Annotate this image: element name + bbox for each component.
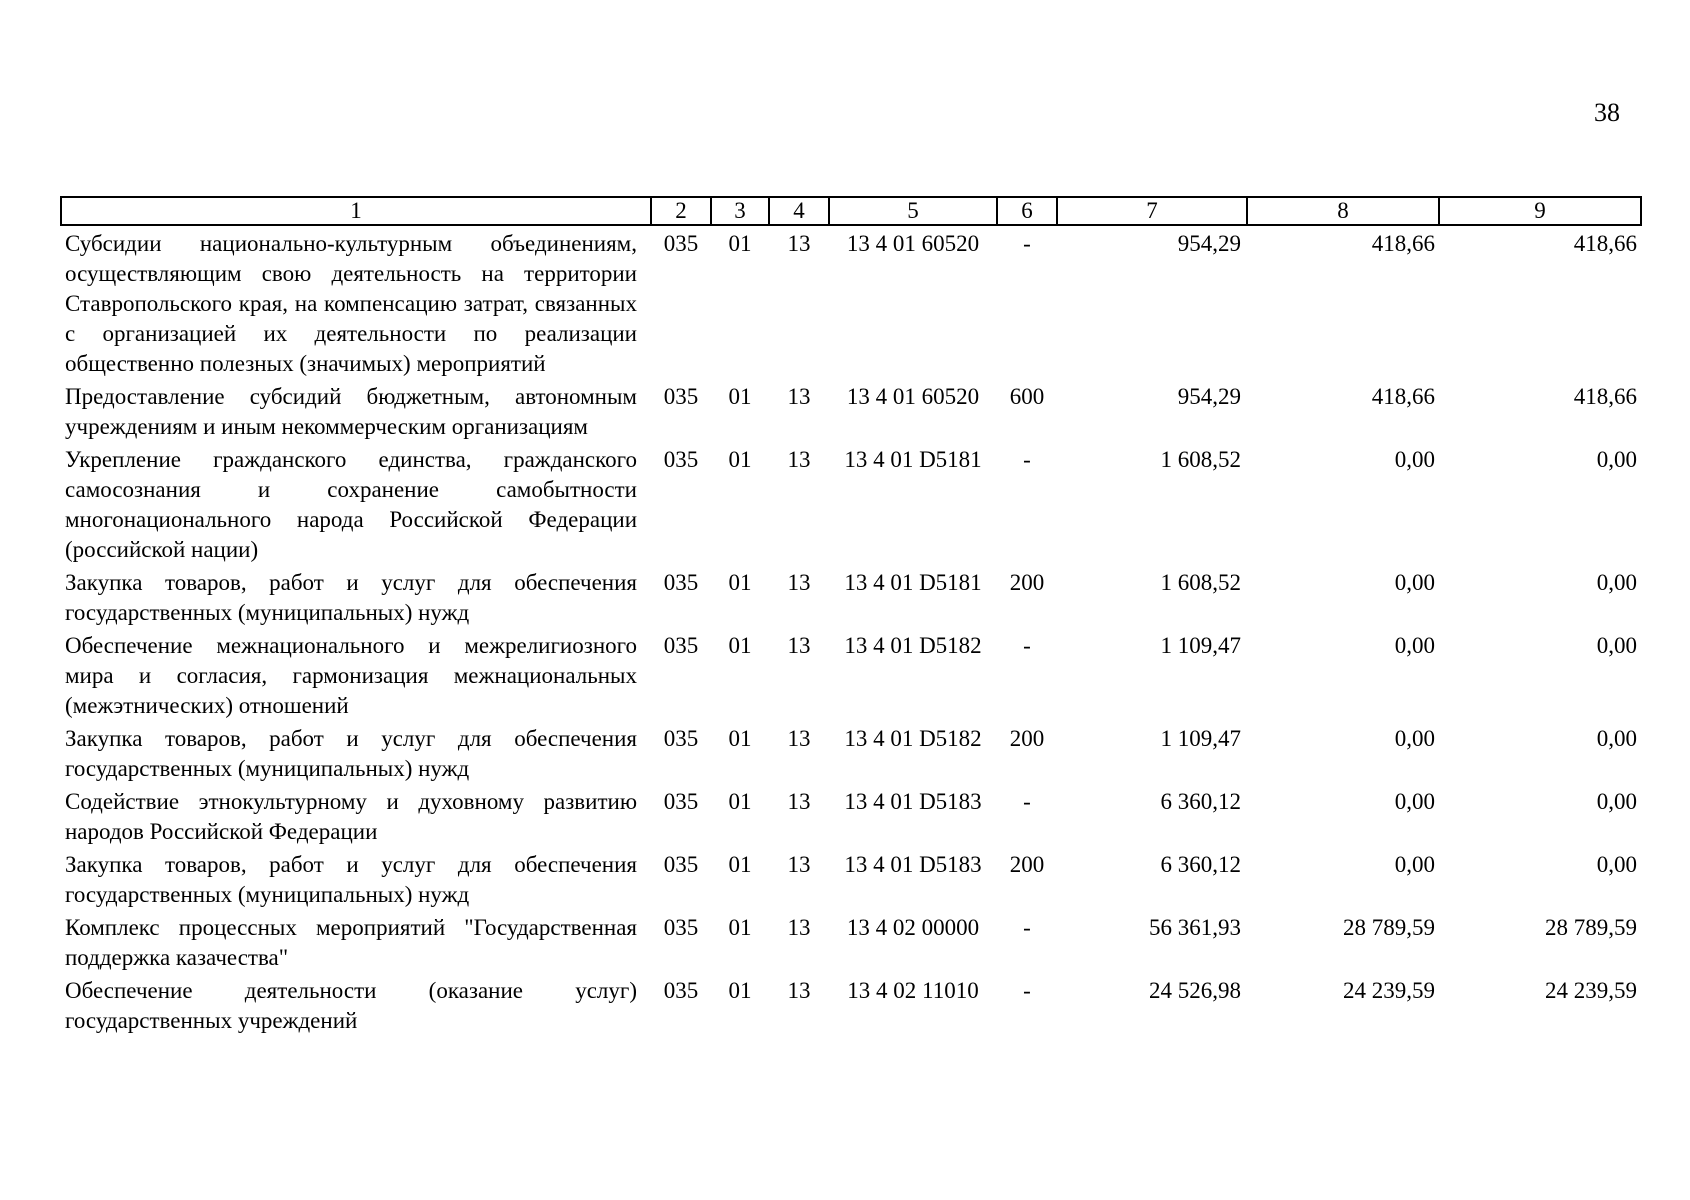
cell-col-4: 13 — [787, 633, 811, 658]
header-row — [61, 197, 1641, 225]
cell-col-4: 13 — [787, 978, 811, 1003]
cell-col-8: 0,00 — [1394, 852, 1435, 877]
cell-col-4: 13 — [787, 447, 811, 472]
cell-col-5: 13 4 01 60520 — [846, 384, 980, 409]
cell-col-2: 035 — [663, 852, 699, 877]
cell-col-5: 13 4 01 D5182 — [844, 726, 982, 751]
column-header: 1 — [61, 197, 651, 225]
cell-col-6: 600 — [1009, 384, 1045, 409]
row-name: Обеспечение межнационального и межрелигиозного мира и согласия, гармонизация межнациональных (межэтнических) отношений — [65, 633, 637, 718]
row-name: Комплекс процессных мероприятий "Государственная поддержка казачества" — [65, 915, 637, 970]
cell-col-5: 13 4 01 D5182 — [844, 633, 982, 658]
cell-col-6: - — [1023, 231, 1031, 256]
cell-col-8: 0,00 — [1394, 726, 1435, 751]
cell-col-3: 01 — [728, 231, 752, 256]
table-row — [61, 784, 1641, 847]
column-header: 8 — [1247, 197, 1439, 225]
cell-col-6: - — [1023, 789, 1031, 814]
cell-col-9: 0,00 — [1596, 570, 1637, 595]
cell-col-9: 0,00 — [1596, 447, 1637, 472]
cell-col-5: 13 4 02 00000 — [846, 915, 980, 940]
cell-col-7: 6 360,12 — [1160, 852, 1241, 877]
table-row — [61, 847, 1641, 910]
cell-col-4: 13 — [787, 789, 811, 814]
column-header: 2 — [651, 197, 711, 225]
cell-col-7: 24 526,98 — [1149, 978, 1241, 1003]
cell-col-7: 1 109,47 — [1160, 726, 1241, 751]
row-name: Предоставление субсидий бюджетным, автономным учреждениям и иным некоммерческим организациям — [65, 384, 637, 439]
cell-col-7: 954,29 — [1177, 231, 1241, 256]
cell-col-5: 13 4 02 11010 — [847, 978, 979, 1003]
cell-col-7: 56 361,93 — [1149, 915, 1241, 940]
cell-col-2: 035 — [663, 633, 699, 658]
cell-col-6: 200 — [1009, 852, 1045, 877]
cell-col-2: 035 — [663, 231, 699, 256]
cell-col-4: 13 — [787, 726, 811, 751]
cell-col-8: 0,00 — [1394, 789, 1435, 814]
cell-col-2: 035 — [663, 447, 699, 472]
cell-col-2: 035 — [663, 384, 699, 409]
cell-col-5: 13 4 01 D5181 — [844, 447, 982, 472]
cell-col-7: 954,29 — [1177, 384, 1241, 409]
cell-col-6: - — [1023, 915, 1031, 940]
table-row — [61, 379, 1641, 442]
cell-col-7: 1 608,52 — [1160, 570, 1241, 595]
cell-col-8: 24 239,59 — [1343, 978, 1435, 1003]
cell-col-4: 13 — [787, 852, 811, 877]
cell-col-3: 01 — [728, 726, 752, 751]
cell-col-6: 200 — [1009, 570, 1045, 595]
cell-col-5: 13 4 01 D5181 — [844, 570, 982, 595]
column-header: 9 — [1439, 197, 1641, 225]
cell-col-3: 01 — [728, 570, 752, 595]
cell-col-9: 0,00 — [1596, 726, 1637, 751]
cell-col-6: - — [1023, 633, 1031, 658]
table-row — [61, 973, 1641, 1036]
cell-col-2: 035 — [663, 789, 699, 814]
cell-col-8: 0,00 — [1394, 447, 1435, 472]
cell-col-8: 28 789,59 — [1343, 915, 1435, 940]
cell-col-3: 01 — [728, 852, 752, 877]
row-name: Субсидии национально-культурным объединениям, осуществляющим свою деятельность на территории Ставропольского края, на компенсацию затрат, связанных с организацией их деятельности по реализации общественно полезных (значимых) мероприятий — [65, 231, 637, 376]
cell-col-2: 035 — [663, 570, 699, 595]
cell-col-2: 035 — [663, 978, 699, 1003]
cell-col-2: 035 — [663, 915, 699, 940]
cell-col-9: 0,00 — [1596, 852, 1637, 877]
table-row — [61, 225, 1641, 379]
cell-col-8: 0,00 — [1394, 633, 1435, 658]
cell-col-9: 418,66 — [1573, 231, 1637, 256]
cell-col-2: 035 — [663, 726, 699, 751]
cell-col-3: 01 — [728, 789, 752, 814]
row-name: Укрепление гражданского единства, гражданского самосознания и сохранение самобытности многонационального народа Российской Федерации (российской нации) — [65, 447, 637, 562]
cell-col-9: 0,00 — [1596, 633, 1637, 658]
cell-col-6: - — [1023, 978, 1031, 1003]
cell-col-4: 13 — [787, 570, 811, 595]
cell-col-7: 6 360,12 — [1160, 789, 1241, 814]
cell-col-9: 24 239,59 — [1545, 978, 1637, 1003]
cell-col-9: 0,00 — [1596, 789, 1637, 814]
cell-col-5: 13 4 01 D5183 — [844, 852, 982, 877]
column-header: 7 — [1057, 197, 1247, 225]
row-name: Закупка товаров, работ и услуг для обеспечения государственных (муниципальных) нужд — [65, 726, 637, 781]
table-row — [61, 910, 1641, 973]
column-header: 3 — [711, 197, 769, 225]
cell-col-4: 13 — [787, 915, 811, 940]
row-name: Обеспечение деятельности (оказание услуг) государственных учреждений — [65, 978, 637, 1033]
column-header: 5 — [829, 197, 997, 225]
table-body — [61, 225, 1641, 1036]
budget-table — [60, 196, 1642, 1036]
cell-col-8: 418,66 — [1371, 384, 1435, 409]
cell-col-6: 200 — [1009, 726, 1045, 751]
row-name: Закупка товаров, работ и услуг для обеспечения государственных (муниципальных) нужд — [65, 570, 637, 625]
cell-col-3: 01 — [728, 978, 752, 1003]
column-header: 4 — [769, 197, 829, 225]
cell-col-3: 01 — [728, 915, 752, 940]
table-row — [61, 442, 1641, 565]
table-row — [61, 565, 1641, 628]
column-header: 6 — [997, 197, 1057, 225]
table-row — [61, 628, 1641, 721]
cell-col-4: 13 — [787, 384, 811, 409]
cell-col-5: 13 4 01 D5183 — [844, 789, 982, 814]
cell-col-3: 01 — [728, 384, 752, 409]
cell-col-7: 1 608,52 — [1160, 447, 1241, 472]
page-number: 38 — [1594, 98, 1620, 127]
cell-col-5: 13 4 01 60520 — [846, 231, 980, 256]
cell-col-9: 418,66 — [1573, 384, 1637, 409]
cell-col-3: 01 — [728, 447, 752, 472]
cell-col-7: 1 109,47 — [1160, 633, 1241, 658]
table-header — [61, 197, 1641, 225]
table-row — [61, 721, 1641, 784]
cell-col-8: 418,66 — [1371, 231, 1435, 256]
cell-col-9: 28 789,59 — [1545, 915, 1637, 940]
cell-col-4: 13 — [787, 231, 811, 256]
row-name: Содействие этнокультурному и духовному развитию народов Российской Федерации — [65, 789, 637, 844]
cell-col-3: 01 — [728, 633, 752, 658]
cell-col-6: - — [1023, 447, 1031, 472]
row-name: Закупка товаров, работ и услуг для обеспечения государственных (муниципальных) нужд — [65, 852, 637, 907]
cell-col-8: 0,00 — [1394, 570, 1435, 595]
